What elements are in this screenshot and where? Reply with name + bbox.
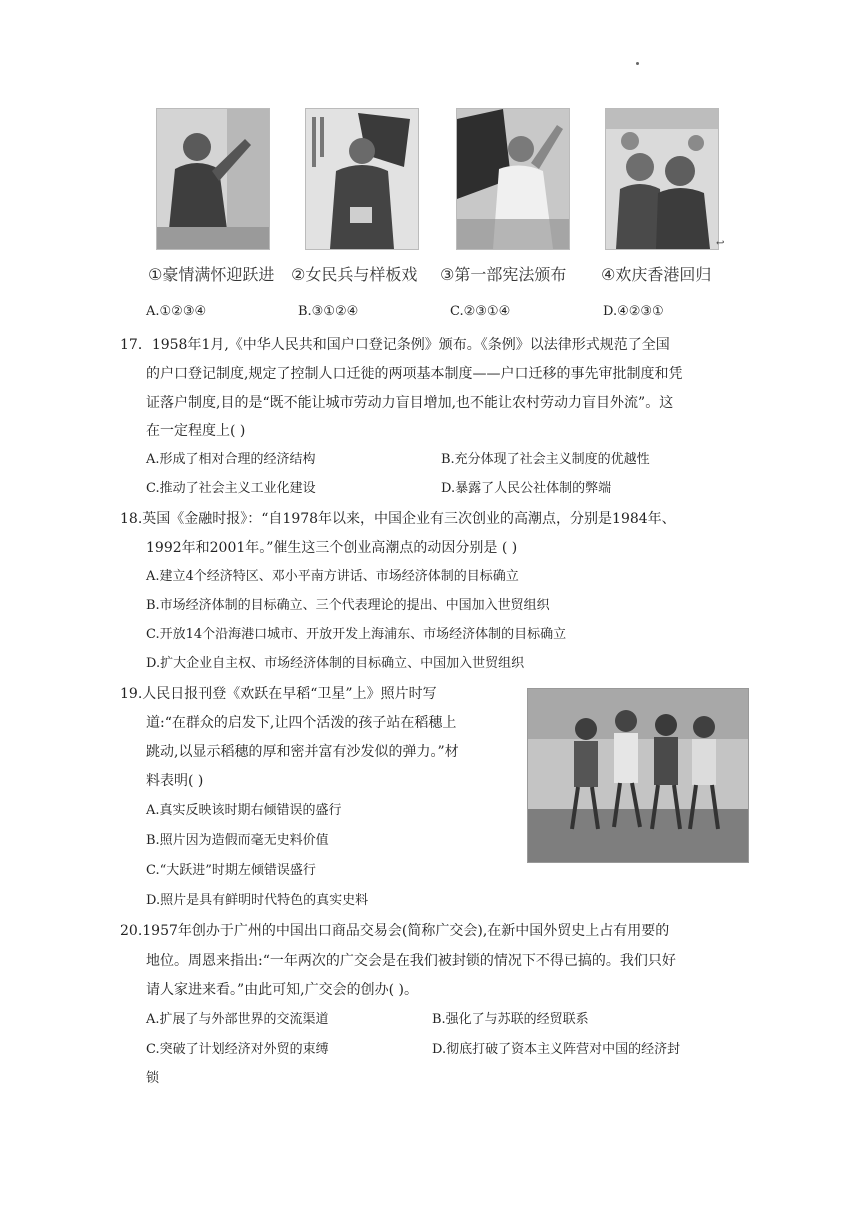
q20-option-c[interactable]: C.突破了计划经济对外贸的束缚 [146,1042,329,1057]
poster-caption-1: ①豪情满怀迎跃进 [148,265,275,284]
poster-image-4 [605,108,719,250]
q17-option-b[interactable]: B.充分体现了社会主义制度的优越性 [441,452,650,467]
children-rice-photo [527,688,749,863]
q19-option-d[interactable]: D.照片是具有鲜明时代特色的真实史料 [146,893,369,908]
q16-option-c[interactable]: C.②③①④ [450,304,511,319]
q20-stem-line-3: 请人家进来看。”由此可知,广交会的创办( )。 [146,982,418,998]
poster-image-1 [156,108,270,250]
q18-option-d[interactable]: D.扩大企业自主权、市场经济体制的目标确立、中国加入世贸组织 [146,656,525,671]
q20-stem-line-1: 20.1957年创办于广州的中国出口商品交易会(简称广交会),在新中国外贸史上占有用要的 [120,923,670,939]
arrow-mark-icon: ↩ [716,238,725,249]
q17-stem-line-3: 证落户制度,目的是“既不能让城市劳动力盲目增加,也不能让农村劳动力盲目外流”。这 [146,395,674,411]
q19-stem-line-4: 料表明( ) [146,773,204,789]
q19-stem-line-3: 跳动,以显示稻穗的厚和密并富有沙发似的弹力。”材 [146,744,459,760]
q19-option-a[interactable]: A.真实反映该时期右倾错误的盛行 [146,803,342,818]
poster-caption-4: ④欢庆香港回归 [601,265,712,284]
q18-stem-line-1: 18.英国《金融时报》：“自1978年以来，中国企业有三次创业的高潮点，分别是1984年、 [120,511,676,527]
q17-option-d[interactable]: D.暴露了人民公社体制的弊端 [441,481,612,496]
q20-option-d[interactable]: D.彻底打破了资本主义阵营对中国的经济封 [432,1042,681,1057]
page-dot [636,62,639,65]
q18-stem-line-2: 1992年和2001年。”催生这三个创业高潮点的动因分别是 ( ) [146,540,518,556]
q17-option-c[interactable]: C.推动了社会主义工业化建设 [146,481,316,496]
poster-image-2 [305,108,419,250]
q19-option-c[interactable]: C.“大跃进”时期左倾错误盛行 [146,863,316,878]
q19-option-b[interactable]: B.照片因为造假而毫无史料价值 [146,833,329,848]
q19-stem-line-2: 道:“在群众的启发下,让四个活泼的孩子站在稻穗上 [146,715,457,731]
q18-option-c[interactable]: C.开放14个沿海港口城市、开放开发上海浦东、市场经济体制的目标确立 [146,627,567,642]
q16-option-b[interactable]: B.③①②④ [298,304,359,319]
q20-option-d-continued: 锁 [146,1071,160,1086]
q17-stem-line-1: 17．1958年1月,《中华人民共和国户口登记条例》颁布。《条例》以法律形式规范了全国 [120,337,670,353]
q18-option-b[interactable]: B.市场经济体制的目标确立、三个代表理论的提出、中国加入世贸组织 [146,598,550,613]
poster-caption-2: ②女民兵与样板戏 [291,265,418,284]
q17-option-a[interactable]: A.形成了相对合理的经济结构 [146,452,316,467]
q20-option-a[interactable]: A.扩展了与外部世界的交流渠道 [146,1012,329,1027]
q17-stem-line-4: 在一定程度上( ) [146,423,246,439]
q20-option-b[interactable]: B.强化了与苏联的经贸联系 [432,1012,589,1027]
q16-option-a[interactable]: A.①②③④ [146,304,207,319]
q17-stem-line-2: 的户口登记制度,规定了控制人口迁徙的两项基本制度——户口迁移的事先审批制度和凭 [146,366,683,382]
q19-stem-line-1: 19.人民日报刊登《欢跃在早稻“卫星”上》照片时写 [120,686,437,702]
poster-caption-3: ③第一部宪法颁布 [440,265,567,284]
q18-option-a[interactable]: A.建立4个经济特区、邓小平南方讲话、市场经济体制的目标确立 [146,569,519,584]
q16-option-d[interactable]: D.④②③① [603,304,664,319]
q20-stem-line-2: 地位。周恩来指出:“一年两次的广交会是在我们被封锁的情况下不得已搞的。我们只好 [146,953,676,969]
poster-image-3 [456,108,570,250]
